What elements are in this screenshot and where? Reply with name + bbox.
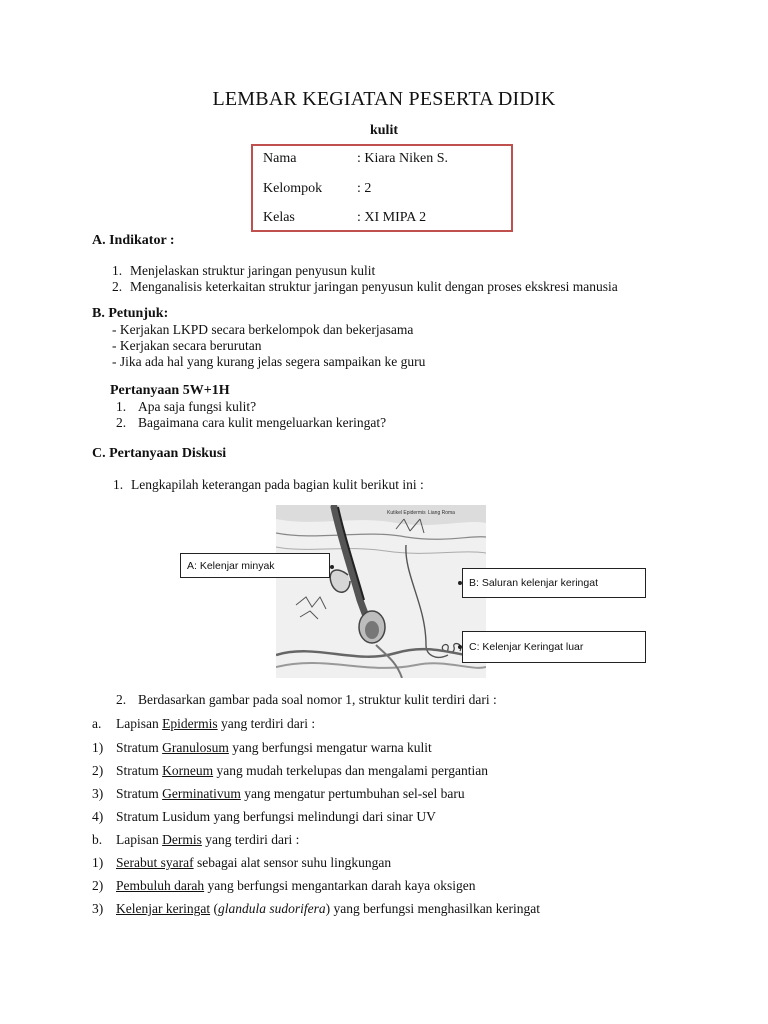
identity-label: Nama bbox=[263, 151, 297, 166]
callout-b-text: B: Saluran kelenjar keringat bbox=[469, 577, 598, 589]
answer-term: Serabut syaraf bbox=[116, 855, 194, 870]
callout-a bbox=[180, 553, 330, 578]
callout-c bbox=[462, 631, 646, 663]
identity-row-group bbox=[263, 181, 371, 197]
answer-text: Stratum bbox=[116, 786, 163, 801]
skin-diagram bbox=[276, 505, 486, 678]
answer-text: yang terdiri dari : bbox=[201, 832, 300, 847]
answer-line bbox=[92, 763, 488, 779]
question-item bbox=[116, 415, 386, 431]
answer-text: yang terdiri dari : bbox=[217, 716, 316, 731]
answer-line-b bbox=[92, 832, 299, 848]
answer-num: 2) bbox=[92, 878, 104, 893]
pointer-dot-b bbox=[458, 581, 462, 585]
answer-text: ( bbox=[210, 901, 218, 916]
identity-value: : 2 bbox=[357, 181, 372, 196]
question-text: Apa saja fungsi kulit? bbox=[138, 399, 257, 414]
answer-term: Kelenjar keringat bbox=[116, 901, 211, 916]
answer-num: 3) bbox=[92, 786, 104, 801]
skin-illustration bbox=[276, 505, 486, 678]
answer-term: Germinativum bbox=[162, 786, 241, 801]
identity-row-class bbox=[263, 210, 426, 226]
question-text: Lengkapilah keterangan pada bagian kulit berikut ini : bbox=[131, 477, 424, 492]
answer-text: sebagai alat sensor suhu lingkungan bbox=[193, 855, 392, 870]
indicator-num: 2. bbox=[112, 279, 123, 294]
section-c-heading: C. Pertanyaan Diskusi bbox=[92, 446, 227, 461]
answer-num: 4) bbox=[92, 809, 104, 824]
answer-text: yang berfungsi mengatur warna kulit bbox=[228, 740, 432, 755]
answer-prefix: a. bbox=[92, 716, 102, 731]
question-num: 1. bbox=[116, 399, 127, 414]
question-num: 1. bbox=[113, 477, 124, 492]
identity-box bbox=[251, 144, 513, 232]
answer-term: Granulosum bbox=[162, 740, 229, 755]
answer-text: Stratum bbox=[116, 763, 163, 778]
callout-b bbox=[462, 568, 646, 598]
callout-c-text: C: Kelenjar Keringat luar bbox=[469, 641, 584, 653]
figure-label-cuticle: Kutikel Epidermis bbox=[387, 510, 426, 516]
pointer-dot-c bbox=[458, 645, 462, 649]
section-a-heading: A. Indikator : bbox=[92, 233, 175, 248]
callout-a-text: A: Kelenjar minyak bbox=[187, 559, 275, 572]
answer-term: Epidermis bbox=[162, 716, 218, 731]
answer-text: Lapisan bbox=[116, 716, 163, 731]
answer-line bbox=[92, 878, 476, 894]
question-text: Berdasarkan gambar pada soal nomor 1, struktur kulit terdiri dari : bbox=[138, 692, 497, 707]
answer-num: 2) bbox=[92, 763, 104, 778]
question-item bbox=[116, 399, 256, 415]
answer-prefix: b. bbox=[92, 832, 103, 847]
indicator-item bbox=[112, 263, 375, 279]
instruction-item: - Kerjakan secara berurutan bbox=[112, 338, 262, 353]
answer-line bbox=[92, 740, 432, 756]
question-num: 2. bbox=[116, 415, 127, 430]
answer-text: Stratum bbox=[116, 740, 163, 755]
answer-italic: glandula sudorifera bbox=[217, 901, 326, 916]
answer-num: 3) bbox=[92, 901, 104, 916]
question-num: 2. bbox=[116, 692, 127, 707]
answer-text: yang mudah terkelupas dan mengalami pergantian bbox=[213, 763, 489, 778]
figure-label-pore: Liang Roma bbox=[428, 510, 455, 516]
discussion-question bbox=[113, 477, 424, 493]
answer-term: Dermis bbox=[162, 832, 202, 847]
answer-num: 1) bbox=[92, 740, 104, 755]
indicator-text: Menjelaskan struktur jaringan penyusun kulit bbox=[130, 263, 376, 278]
page-title: LEMBAR KEGIATAN PESERTA DIDIK bbox=[212, 88, 556, 110]
indicator-num: 1. bbox=[112, 263, 123, 278]
section-b-heading: B. Petunjuk: bbox=[92, 306, 169, 321]
identity-row-name bbox=[263, 151, 448, 167]
answer-line bbox=[92, 901, 540, 917]
answer-line bbox=[92, 809, 436, 825]
answer-text: yang mengatur pertumbuhan sel-sel baru bbox=[240, 786, 465, 801]
answer-text: yang berfungsi menghasilkan keringat bbox=[330, 901, 541, 916]
instruction-item: - Jika ada hal yang kurang jelas segera sampaikan ke guru bbox=[112, 354, 426, 369]
indicator-item bbox=[112, 279, 618, 295]
page-subtitle: kulit bbox=[369, 123, 398, 138]
answer-text: yang berfungsi mengantarkan darah kaya oksigen bbox=[204, 878, 476, 893]
identity-label: Kelas bbox=[263, 210, 295, 225]
answer-num: 1) bbox=[92, 855, 104, 870]
answer-text: Lapisan bbox=[116, 832, 163, 847]
identity-label: Kelompok bbox=[263, 181, 323, 196]
discussion-question bbox=[116, 692, 497, 708]
identity-value: : XI MIPA 2 bbox=[357, 210, 427, 225]
identity-value: : Kiara Niken S. bbox=[357, 151, 448, 166]
answer-term: Pembuluh darah bbox=[116, 878, 205, 893]
questions-heading: Pertanyaan 5W+1H bbox=[110, 383, 230, 398]
answer-text: Stratum Lusidum yang berfungsi melindungi dari sinar UV bbox=[116, 809, 436, 824]
answer-term: Korneum bbox=[162, 763, 214, 778]
instruction-item: - Kerjakan LKPD secara berkelompok dan bekerjasama bbox=[112, 322, 414, 337]
indicator-text: Menganalisis keterkaitan struktur jaringan penyusun kulit dengan proses ekskresi manusia bbox=[130, 279, 618, 294]
answer-line-a bbox=[92, 716, 315, 732]
answer-line bbox=[92, 855, 391, 871]
answer-line bbox=[92, 786, 465, 802]
pointer-dot-a bbox=[330, 565, 334, 569]
question-text: Bagaimana cara kulit mengeluarkan keringat? bbox=[138, 415, 387, 430]
answer-text: ) bbox=[325, 901, 331, 916]
